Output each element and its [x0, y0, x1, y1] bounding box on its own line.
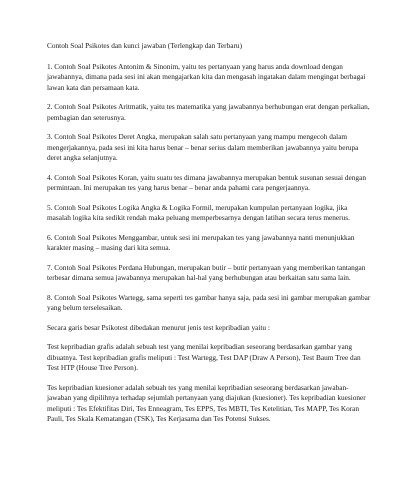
- document-body: [47, 41, 372, 434]
- paragraph-kepribadian-kuesioner: Tes kepribadian kuesioner adalah sebuah tes yang menilai kepribadian seseorang berdasarkan jawaban-jawaban yang dipilihnya terhadap sejumlah pertanyaan yang diajukan (kuesioner). Tes kepribadian kuesioner meliputi : Tes Efektifitas Diri, Tes Enneagram, Tes EPPS, Tes MBTI, Tes Ketelitian, Tes MAPP, Tes Koran Pauli, Tes Skala Kematangan (TSK), Tes Kerjasama dan Tes Potensi Sukses.: [47, 382, 366, 423]
- list-item-aritmatik: 2. Contoh Soal Psikotes Aritmatik, yaitu tes matematika yang jawabannya berhubungan erat dengan perkalian, pembagian dan seterusnya.: [47, 102, 370, 122]
- list-item-logika: 5. Contoh Soal Psikotes Logika Angka & Logika Formil, merupakan kumpulan pertanyaan logika, jika masalah logika kita sedikit rendah maka peluang memperbesarnya dengan latihan secara terus menerus.: [47, 202, 350, 223]
- intro-paragraph: Secara garis besar Psikotest dibedakan menurut jenis test kepribadian yaitu :: [47, 322, 270, 332]
- paragraph-kepribadian-grafis: Test kepribadian grafis adalah sebuah test yang menilai kepribadian seseorang berdasarkan gambar yang dibuatnya. Test kepribadian grafis meliputi : Test Wartegg, Test DAP (Draw A Person), Test Baum Tree dan Test HTP (House Tree Person).: [47, 342, 361, 373]
- document-title: Contoh Soal Psikotes dan kunci jawaban (Terlengkap dan Terbaru): [47, 41, 242, 50]
- list-item-deret-angka: 3. Contoh Soal Psikotes Deret Angka, merupakan salah satu pertanyaan yang mampu mengecoh dalam mengerjakannya, pada sesi ini kita harus benar – benar serius dalam memberikan jawabannya yaitu berupa deret angka selanjutnya.: [47, 132, 359, 163]
- list-item-koran: 4. Contoh Soal Psikotes Koran, yaitu suatu tes dimana jawabannya merupakan bentuk susunan sesuai dengan permintaan. Ini merupakan tes yang harus benar – benar anda pahami cara pengerjaannya.: [47, 172, 366, 193]
- list-item-wartegg: 8. Contoh Soal Psikotes Wartegg, sama seperti tes gambar hanya saja, pada sesi ini gambar merupakan gambar yang belum terselesaikan.: [47, 292, 371, 313]
- list-item-antonim-sinonim: 1. Contoh Soal Psikotes Antonim & Sinonim, yaitu tes pertanyaan yang harus anda download dengan jawabannya, dimana pada sesi ini akan mengajarkan kita dan mengasah ingatakan dalam mengingat berbagai lawan kata dan persamaan kata.: [47, 61, 366, 92]
- list-item-perdana-hubungan: 7. Contoh Soal Psikotes Perdana Hubungan, merupakan butir – butir pertanyaan yang memberikan tantangan terbesar dimana semua jawabannya merupakan hal-hal yang berhubungan atau berkaitan satu sama lain.: [47, 262, 366, 283]
- list-item-menggambar: 6. Contoh Soal Psikotes Menggambar, untuk sesi ini merupakan tes yang jawabannya nanti menunjukkan karakter masing – masing dari kita semua.: [47, 232, 355, 253]
